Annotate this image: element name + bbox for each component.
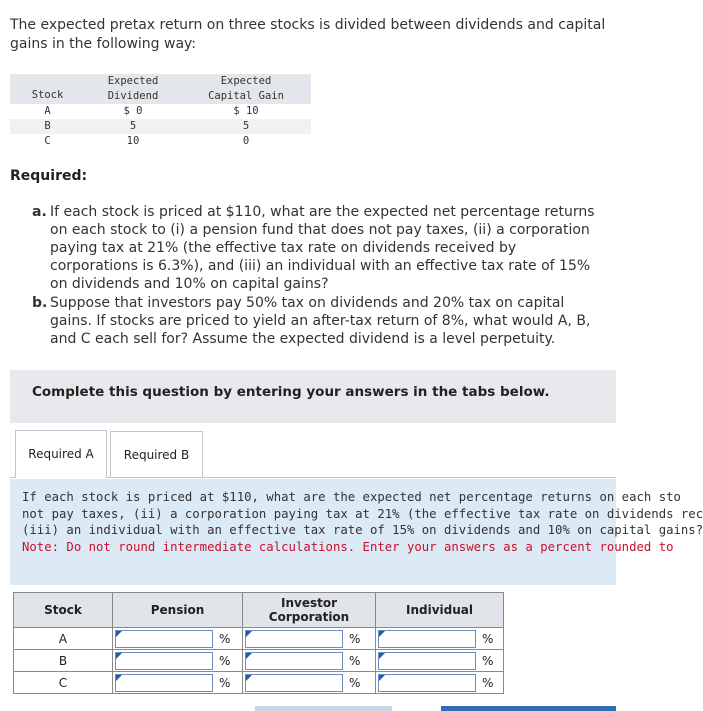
percent-sign: %	[482, 631, 494, 646]
percent-sign: %	[219, 631, 231, 646]
individual-input[interactable]	[378, 674, 476, 692]
pension-input[interactable]	[115, 652, 213, 670]
stock-cell: A	[44, 105, 51, 117]
gain-cell: 0	[242, 135, 250, 147]
instruction-note: Note: Do not round intermediate calculations. Enter your answers as a percent rounded to	[22, 539, 674, 554]
stock-cell: A	[14, 628, 113, 650]
percent-sign: %	[219, 675, 231, 690]
tab-required-a[interactable]: Required A	[15, 430, 107, 478]
percent-sign: %	[349, 675, 361, 690]
col-header-pension: Pension	[113, 593, 243, 628]
tab-required-b[interactable]: Required B	[110, 431, 203, 478]
individual-input[interactable]	[378, 630, 476, 648]
percent-sign: %	[349, 631, 361, 646]
question-list	[32, 203, 608, 348]
intro-text: The expected pretax return on three stocks is divided between dividends and capital gains in the following way:	[10, 17, 606, 52]
corporation-input[interactable]	[245, 630, 343, 648]
pension-input[interactable]	[115, 630, 213, 648]
col-header-expected-dividend: Expected Dividend	[85, 74, 181, 104]
table-row	[10, 134, 311, 149]
dividend-cell: $ 0	[123, 105, 143, 117]
stock-cell: C	[14, 672, 113, 694]
percent-sign: %	[482, 675, 494, 690]
prev-button-edge[interactable]	[255, 706, 392, 711]
instruction-line: (iii) an individual with an effective tax rate of 15% on dividends and 10% on capital gains?	[22, 523, 703, 537]
percent-sign: %	[349, 653, 361, 668]
col-header-expected-capital-gain: Expected Capital Gain	[181, 74, 311, 104]
percent-sign: %	[482, 653, 494, 668]
table-row	[14, 650, 504, 672]
question-letter: a.	[32, 204, 47, 220]
instruction-line: not pay taxes, (ii) a corporation paying tax at 21% (the effective tax rate on dividends rec	[22, 506, 703, 521]
question-text: Suppose that investors pay 50% tax on dividends and 20% tax on capital gains. If stocks are priced to yield an after-tax return of 8%, what would A, B, and C each sell for? Assume the expected dividend is a level perpetuity.	[50, 295, 591, 347]
corporation-input[interactable]	[245, 652, 343, 670]
next-button-edge[interactable]	[441, 706, 616, 711]
pension-input[interactable]	[115, 674, 213, 692]
question-b	[32, 294, 608, 348]
col-header-investor-corporation: Investor Corporation	[243, 593, 376, 628]
stock-cell: C	[44, 135, 51, 147]
given-data-table	[10, 74, 311, 149]
stock-cell: B	[10, 119, 85, 134]
question-text: If each stock is priced at $110, what are the expected net percentage returns on each stock to (i) a pension fund that does not pay taxes, (ii) a corporation paying tax at 21% (the effective tax rate on dividends received by corporations is 6.3%), and (iii) an individual with an effective tax rate of 15% on dividends and 10% on capital gains?	[50, 204, 595, 292]
corporation-input[interactable]	[245, 674, 343, 692]
table-row	[14, 628, 504, 650]
required-label: Required:	[10, 168, 88, 184]
gain-cell: 5	[181, 119, 311, 134]
stock-cell: B	[14, 650, 113, 672]
table-row	[10, 119, 311, 134]
gain-cell: $ 10	[233, 105, 259, 117]
dividend-cell: 5	[85, 119, 181, 134]
col-header-stock: Stock	[10, 74, 85, 104]
col-header-individual: Individual	[376, 593, 504, 628]
answer-table	[13, 592, 504, 694]
complete-instruction-bar: Complete this question by entering your answers in the tabs below.	[10, 370, 616, 423]
instruction-panel	[10, 479, 703, 585]
individual-input[interactable]	[378, 652, 476, 670]
instruction-line: If each stock is priced at $110, what are the expected net percentage returns on each sto	[22, 490, 681, 504]
col-header-stock: Stock	[14, 593, 113, 628]
question-letter: b.	[32, 295, 48, 311]
dividend-cell: 10	[126, 135, 140, 147]
percent-sign: %	[219, 653, 231, 668]
table-row	[10, 104, 311, 119]
question-a	[32, 203, 608, 293]
table-row	[14, 672, 504, 694]
